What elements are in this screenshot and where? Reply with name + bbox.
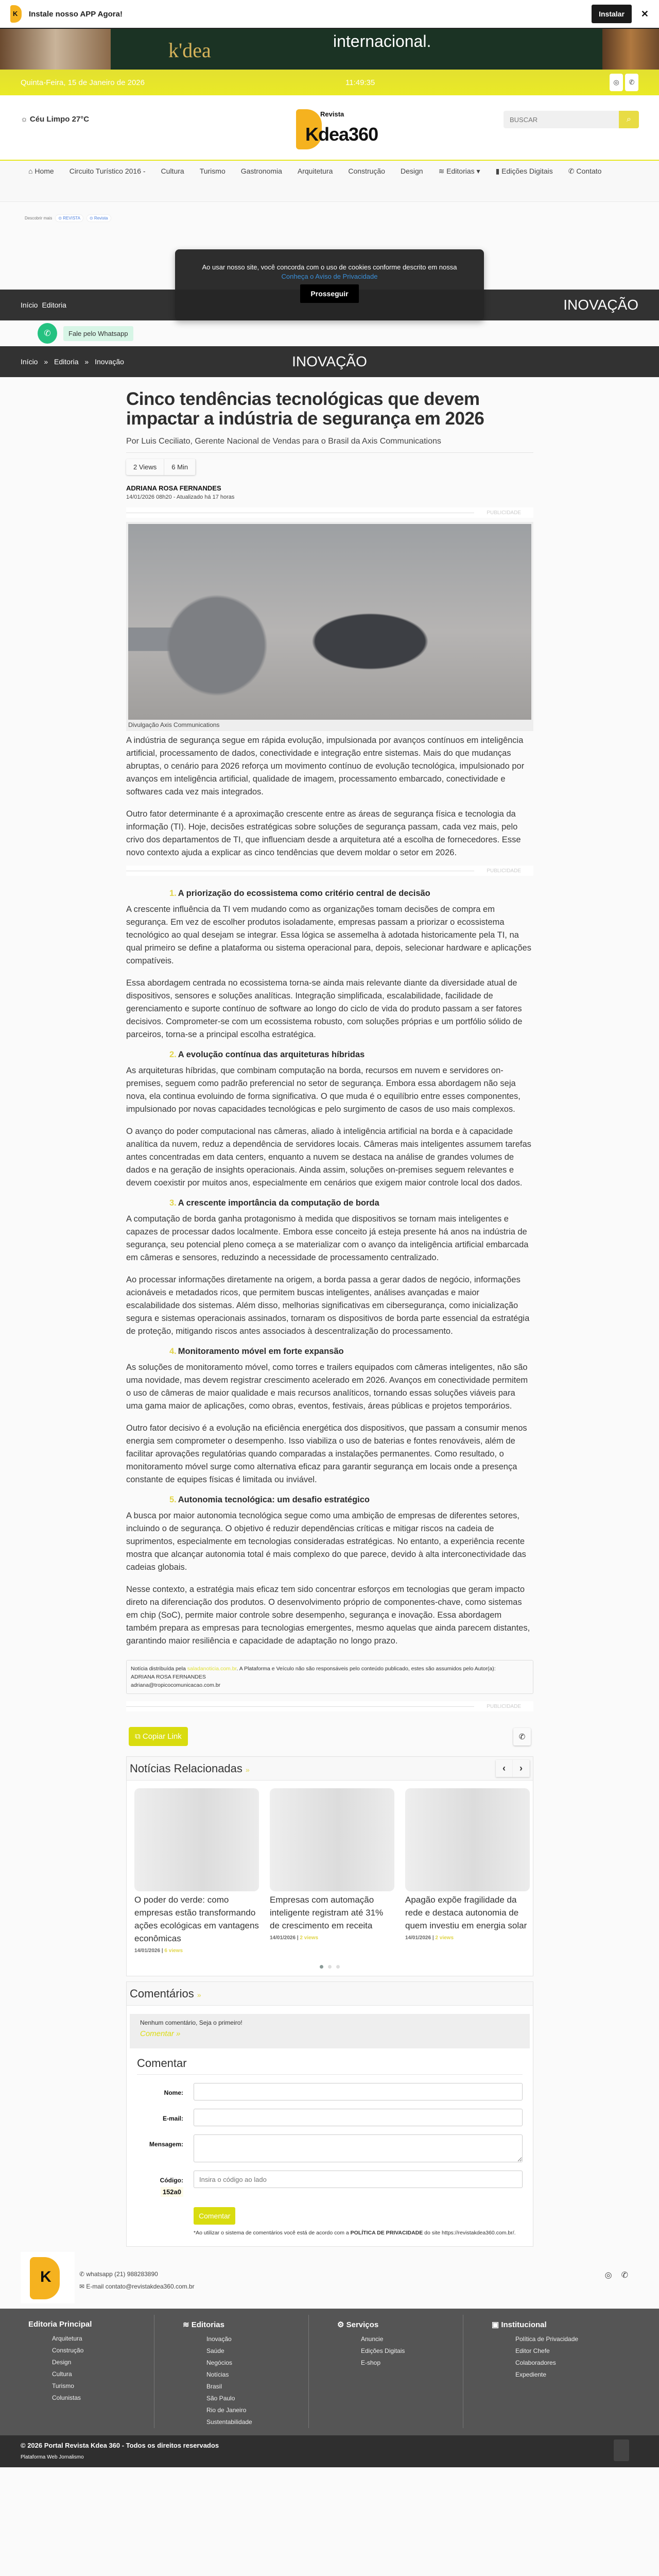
cookie-consent-popup: [175, 249, 484, 320]
ad-label: PUBLICIDADE: [474, 1704, 533, 1709]
subheading-text: A evolução contínua das arquiteturas híbridas: [178, 1050, 365, 1059]
carousel-prev-button[interactable]: ‹: [496, 1760, 513, 1777]
ad-label: PUBLICIDADE: [474, 868, 533, 874]
footer-link[interactable]: Rio de Janeiro: [206, 2406, 247, 2414]
views-count: 2 Views: [126, 459, 164, 475]
logo-name: Kdea360: [305, 124, 378, 145]
nav-item[interactable]: ✆ Contato: [568, 167, 602, 175]
footer-column-title: ▣ Institucional: [492, 2320, 547, 2329]
whatsapp-icon: ✆: [38, 323, 57, 344]
whatsapp-float-label: Fale pelo Whatsapp: [63, 326, 133, 341]
footer-column: [0, 2315, 154, 2428]
footer-whatsapp[interactable]: ✆ whatsapp (21) 988283890: [79, 2270, 158, 2278]
footer-link[interactable]: Design: [52, 2359, 72, 2366]
related-meta: 14/01/2026 | 2 views: [405, 1935, 454, 1941]
footer-link[interactable]: Edições Digitais: [361, 2347, 405, 2354]
message-label: Mensagem:: [149, 2141, 183, 2148]
subheading-number: 1.: [169, 889, 177, 898]
footer-link[interactable]: Colunistas: [52, 2394, 81, 2401]
search-input[interactable]: [504, 111, 619, 128]
related-thumbnail[interactable]: [134, 1788, 259, 1891]
chevron-icon: »: [246, 1765, 250, 1774]
source-suffix: . A Plataforma e Veículo não são responsáveis pelo conteúdo publicado, estes são assumidos pelo Autor(a):: [236, 1666, 496, 1672]
install-button[interactable]: Instalar: [592, 5, 632, 23]
footer-column: [154, 2315, 309, 2428]
name-field[interactable]: [194, 2083, 523, 2100]
weather-widget: ☼ Céu Limpo 27°C: [21, 115, 90, 124]
article-paragraph: Outro fator determinante é a aproximação crescente entre as áreas de segurança física e tecnologia da informação (TI). Hoje, decisões estratégicas sobre soluções de segurança passam, cada vez mais, pelo crivo dos departamentos de TI, que influenciam desde a arquitetura até a escolha de fornecedores. Esse novo contexto ajuda a explicar as cinco tendências que devem moldar o setor em 2026.: [126, 809, 521, 857]
subheading-number: 3.: [169, 1198, 177, 1208]
article-paragraph: Ao processar informações diretamente na origem, a borda passa a gerar dados de negócio, informações acionáveis e metadados ricos, que permitem buscas inteligentes, análises avançadas e maior escalabilidade dos sistemas. Além disso, melhorias significativas em cibersegurança, como inicialização segura e sistemas operacionais assinados, tornaram os dispositivos de borda parte essencial da estratégia de proteção, mitigando riscos antes associados à descentralização do processamento.: [126, 1275, 530, 1336]
related-views: 2 views: [435, 1935, 454, 1941]
carousel-next-button[interactable]: ›: [513, 1760, 530, 1777]
site-logo[interactable]: [296, 109, 384, 150]
install-app-bar: [0, 0, 659, 29]
current-time: 11:49:35: [345, 78, 375, 87]
footer-email[interactable]: ✉ E-mail contato@revistakdea360.com.br: [79, 2283, 195, 2290]
section-title: INOVAÇÃO: [292, 353, 367, 369]
ad-banner[interactable]: [0, 29, 659, 70]
footer-link[interactable]: Arquitetura: [52, 2335, 82, 2342]
related-title-text: Notícias Relacionadas: [130, 1761, 242, 1775]
no-comments-notice: [130, 2014, 530, 2048]
footer-column-title: ⚙ Serviços: [337, 2320, 379, 2329]
article-paragraph: As soluções de monitoramento móvel, como torres e trailers equipados com câmeras inteligentes, não são uma novidade, mas devem registrar crescimento acelerado em 2026. Avanços em conectividade permitem o uso de câmeras de maior qualidade e mais recursos analíticos, tornando essas soluções viáveis para uma gama maior de aplicações, como obras, eventos, festivais, áreas públicas e projetos temporários.: [126, 1363, 528, 1411]
subheading-text: A crescente importância da computação de borda: [178, 1198, 379, 1208]
nav-item[interactable]: Gastronomia: [240, 167, 282, 175]
article-subheading: [126, 1048, 533, 1061]
comment-form: [127, 2048, 533, 2246]
breadcrumb-current[interactable]: Inovação: [95, 358, 124, 366]
comment-link[interactable]: Comentar »: [140, 2029, 181, 2038]
article-title: Cinco tendências tecnológicas que devem impactar a indústria de segurança em 2026: [126, 389, 484, 429]
source-email: adriana@tropicocomunicacao.com.br: [131, 1682, 221, 1688]
close-icon[interactable]: ✕: [640, 8, 649, 19]
ad-label: PUBLICIDADE: [474, 510, 533, 516]
carousel-dot[interactable]: [336, 1965, 340, 1969]
copyright: © 2026 Portal Revista Kdea 360 - Todos os direitos reservados: [21, 2442, 219, 2449]
subheading-text: Monitoramento móvel em forte expansão: [178, 1347, 344, 1356]
terms-suffix: do site https://revistakdea360.com.br/.: [423, 2230, 516, 2236]
article-body: [126, 734, 533, 1648]
carousel-dot[interactable]: [328, 1965, 332, 1969]
related-meta: 14/01/2026 | 2 views: [270, 1935, 319, 1941]
article-subheading: [126, 1494, 533, 1506]
scroll-top-button[interactable]: [614, 2439, 629, 2461]
related-views: 2 views: [300, 1935, 319, 1941]
share-whatsapp-button[interactable]: ✆: [513, 1728, 531, 1745]
article-image[interactable]: [128, 524, 531, 720]
breadcrumb: [21, 358, 128, 366]
related-news: [126, 1756, 533, 1976]
related-title[interactable]: Empresas com automação inteligente registram até 31% de crescimento em receita: [270, 1895, 384, 1930]
message-field[interactable]: [194, 2134, 523, 2162]
ad-photo-right: [602, 29, 659, 70]
footer-logo[interactable]: [21, 2252, 75, 2303]
subheading-text: A priorização do ecossistema como critério central de decisão: [178, 889, 430, 898]
source-author: ADRIANA ROSA FERNANDES: [131, 1674, 206, 1680]
instagram-icon[interactable]: ◎: [610, 74, 623, 91]
whatsapp-icon[interactable]: ✆: [625, 74, 638, 91]
article-subheading: [126, 1197, 533, 1210]
footer-link[interactable]: Editor Chefe: [515, 2347, 550, 2354]
related-card[interactable]: [405, 1788, 530, 1954]
footer-link[interactable]: Política de Privacidade: [515, 2335, 579, 2343]
ad-separator: [126, 507, 533, 518]
captcha-code: 152a0: [161, 2187, 183, 2197]
copy-link-button[interactable]: ⧉ Copiar Link: [129, 1727, 188, 1746]
carousel-dots: [127, 1954, 533, 1976]
search-button[interactable]: ⌕: [619, 111, 639, 128]
nav-item[interactable]: Turismo: [199, 167, 226, 175]
footer-link[interactable]: Negócios: [206, 2359, 233, 2366]
nav-item[interactable]: Circuito Turístico 2016 -: [69, 167, 146, 175]
ad-separator: [126, 866, 533, 876]
ad-brand: k'dea: [168, 39, 211, 62]
article-paragraph: Nesse contexto, a estratégia mais eficaz tem sido concentrar esforços em tecnologias que geram impacto direto na diferenciação dos produtos. O desenvolvimento próprio de componentes-chave, como sistemas em chip (SoC), permite maior controle sobre desempenho, segurança e inovação. Essa abordagem também prepara as empresas para tecnologias emergentes, mesmo aquelas que ainda parecem distantes, garantindo maior resiliência e capacidade de adaptação no longo prazo.: [126, 1585, 530, 1646]
site-header: [0, 95, 659, 160]
no-comments-text: Nenhum comentário, Seja o primeiro!: [140, 2019, 242, 2026]
breadcrumb-editoria[interactable]: Editoria: [42, 301, 66, 309]
ad-headline: internacional.: [333, 32, 431, 50]
email-label: E-mail:: [162, 2115, 183, 2122]
footer-link[interactable]: Notícias: [206, 2371, 229, 2378]
discover-label: Descobrir mais: [25, 216, 53, 221]
section-title: INOVAÇÃO: [563, 297, 638, 313]
carousel-dot[interactable]: [320, 1965, 323, 1969]
install-text: Instale nosso APP Agora!: [29, 9, 123, 19]
subheading-number: 5.: [169, 1495, 177, 1504]
comment-form-title: Comentar: [137, 2057, 523, 2075]
footer-column: [309, 2315, 463, 2428]
related-card[interactable]: [134, 1788, 259, 1954]
article-paragraph: O avanço do poder computacional nas câmeras, aliado à inteligência artificial na borda e à capacidade analítica da nuvem, reduz a dependência de servidores locais. Câmeras mais inteligentes assumem tarefas antes concentradas em data centers, enquanto a nuvem se destaca na análise de grandes volumes de dados e na geração de insights operacionais. Ainda assim, soluções on-premises seguem relevantes e devem coexistir por muitos anos, especialmente em cenários que exigem maior controle local dos dados.: [126, 1127, 531, 1188]
comments-section: [126, 1981, 533, 2247]
breadcrumb-home[interactable]: Início: [21, 358, 38, 366]
article: [126, 377, 533, 2247]
article-stats: [126, 459, 196, 475]
subheading-number: 4.: [169, 1347, 177, 1356]
article-paragraph: A computação de borda ganha protagonismo à medida que dispositivos se tornam mais inteligentes e capazes de processar dados localmente. Embora esse conceito já esteja presente há anos na indústria de segurança, seu potencial pleno começa a se materializar com o avanço da inteligência artificial embarcada em câmeras e sensores, reduzindo a necessidade de processamento centralizado.: [126, 1214, 529, 1262]
submit-comment-button[interactable]: Comentar: [194, 2207, 235, 2225]
captcha-field[interactable]: [194, 2171, 523, 2188]
footer-link[interactable]: E-shop: [361, 2359, 381, 2366]
article-subheading: [126, 887, 533, 900]
app-logo-icon: [10, 5, 22, 23]
breadcrumb-separator: »: [84, 358, 89, 366]
whatsapp-icon[interactable]: ✆: [621, 2271, 628, 2280]
read-time: 6 Min: [164, 459, 196, 475]
related-views: 6 views: [164, 1948, 183, 1954]
name-label: Nome:: [164, 2089, 183, 2096]
footer: [0, 2252, 659, 2467]
source-link[interactable]: saladanoticia.com.br: [187, 1666, 237, 1672]
footer-link[interactable]: São Paulo: [206, 2395, 235, 2402]
image-caption: Divulgação Axis Communications: [128, 721, 220, 728]
article-paragraph: Outro fator decisivo é a evolução na eficiência energética dos dispositivos, que passam a consumir menos energia sem comprometer o desempenho. Isso viabiliza o uso de baterias e fontes renováveis, além de facilitar aprovações regulatórias quando comparadas a instalações permanentes. Como resultado, o monitoramento móvel surge como alternativa eficaz para garantir segurança em locais onde a presença constante de equipes físicas é limitada ou inviável.: [126, 1423, 527, 1484]
main-nav: [0, 160, 659, 202]
logo-top-text: Revista: [320, 110, 344, 118]
privacy-policy-link[interactable]: POLÍTICA DE PRIVACIDADE: [350, 2230, 423, 2236]
footer-column-title: ≋ Editorias: [183, 2320, 224, 2329]
breadcrumb-bar: [0, 346, 659, 377]
subheading-text: Autonomia tecnológica: um desafio estratégico: [178, 1495, 370, 1504]
related-title: [130, 1762, 250, 1775]
footer-link[interactable]: Sustentabilidade: [206, 2418, 252, 2426]
footer-link[interactable]: Colaboradores: [515, 2359, 556, 2366]
footer-link[interactable]: Brasil: [206, 2383, 222, 2390]
article-paragraph: A indústria de segurança segue em rápida evolução, impulsionada por avanços contínuos em inteligência artificial, processamento de dados, conectividade e integração entre sistemas. Mais do que mudanças abruptas, o cenário para 2026 reforça um movimento contínuo de evolução tecnológica, impulsionado por avanços em inteligência artificial, qualidade de imagem, processamento embarcado, conectividade e softwares cada vez mais integrados.: [126, 736, 525, 796]
footer-link[interactable]: Construção: [52, 2347, 84, 2354]
article-figure: [126, 522, 533, 731]
article-paragraph: A crescente influência da TI vem mudando como as organizações tomam decisões de compra em segurança. Em vez de escolher produtos isoladamente, empresas passam a priorizar o ecossistema tecnológico ao qual desejam se integrar. Essa lógica se assemelha à adotada historicamente pela TI, na qual primeiro se define a plataforma ou sistema operacional para, depois, selecionar hardware e aplicações compatíveis.: [126, 905, 531, 965]
share-bar: [129, 1727, 531, 1746]
article-author: ADRIANA ROSA FERNANDES: [126, 484, 221, 492]
instagram-icon[interactable]: ◎: [604, 2271, 612, 2280]
discover-chip[interactable]: ⊙ Revista: [86, 214, 111, 222]
discover-chip[interactable]: ⊙ REVISTA: [55, 214, 83, 222]
ad-photo-left: [0, 29, 111, 70]
footer-link[interactable]: Saúde: [206, 2347, 224, 2354]
related-card[interactable]: [270, 1788, 394, 1954]
breadcrumb-editoria[interactable]: Editoria: [54, 358, 79, 366]
footer-link[interactable]: Expediente: [515, 2371, 547, 2378]
platform-credit[interactable]: Plataforma Web Jornalismo: [21, 2454, 84, 2460]
subheading-number: 2.: [169, 1050, 177, 1059]
nav-item[interactable]: Arquitetura: [297, 167, 333, 175]
code-label: Código:: [160, 2177, 183, 2184]
related-date: 14/01/2026: [134, 1948, 161, 1954]
comment-terms: [194, 2228, 523, 2238]
search-form: [504, 111, 639, 128]
nav-item[interactable]: Construção: [348, 167, 385, 175]
footer-link[interactable]: Turismo: [52, 2382, 74, 2389]
footer-column-title: Editoria Principal: [28, 2320, 92, 2329]
article-paragraph: Essa abordagem centrada no ecossistema torna-se ainda mais relevante diante da diversidade atual de dispositivos, sensores e soluções analíticas. Integração simplificada, escalabilidade, facilidade de gerenciamento e suporte contínuo de software ao longo do ciclo de vida do produto passam a ser fatores decisivos. Comprometer-se com um ecossistema robusto, com soluções próprias e um portfólio sólido de parceiros, torna-se a principal escolha estratégica.: [126, 978, 523, 1039]
footer-link[interactable]: Inovação: [206, 2335, 232, 2343]
comments-title: Comentários: [130, 1987, 194, 2000]
article-paragraph: A busca por maior autonomia tecnológica segue como uma ambição de empresas de diferentes setores, incluindo o de segurança. O objetivo é reduzir dependências críticas e mitigar riscos na cadeia de suprimentos, especialmente em tecnologias consideradas estratégicas. No entanto, a experiência recente mostra que alcançar autonomia total é mais complexo do que parece, devido à alta interconectividade das cadeias globais.: [126, 1511, 526, 1572]
related-title[interactable]: Apagão expõe fragilidade da rede e destaca autonomia de quem investiu em energia solar: [405, 1895, 527, 1930]
source-notice: [126, 1660, 533, 1694]
source-prefix: Notícia distribuída pela: [131, 1666, 187, 1672]
breadcrumb-home[interactable]: Início: [21, 301, 38, 309]
related-title[interactable]: O poder do verde: como empresas estão transformando ações ecológicas em vantagens econômicas: [134, 1895, 259, 1943]
related-date: 14/01/2026: [270, 1935, 296, 1941]
chevron-icon: »: [197, 1990, 201, 1999]
footer-link[interactable]: Cultura: [52, 2370, 72, 2378]
nav-item[interactable]: ▮ Edições Digitais: [495, 167, 553, 175]
article-date: 14/01/2026 08h20 - Atualizado há 17 horas: [126, 494, 235, 500]
privacy-link[interactable]: Conheça o Aviso de Privacidade: [281, 273, 378, 280]
top-info-bar: [0, 70, 659, 95]
accept-cookies-button[interactable]: Prosseguir: [300, 284, 358, 303]
nav-item[interactable]: Cultura: [161, 167, 184, 175]
terms-prefix: *Ao utilizar o sistema de comentários você está de acordo com a: [194, 2230, 351, 2236]
footer-link[interactable]: Anuncie: [361, 2335, 384, 2343]
whatsapp-float-button[interactable]: [38, 323, 133, 344]
email-field[interactable]: [194, 2109, 523, 2126]
article-paragraph: As arquiteturas híbridas, que combinam computação na borda, recursos em nuvem e servidores on-premises, seguem como padrão preferencial no setor de segurança. Embora essa abordagem não seja nova, ela continua evoluindo de forma significativa. O que muda é o equilíbrio entre esses componentes, impulsionado por novas capacidades tecnológicas e pelo surgimento de casos de uso mais complexos.: [126, 1066, 521, 1114]
cookie-text: Ao usar nosso site, você concorda com o uso de cookies conforme descrito em nossa: [202, 263, 457, 271]
article-subheading: [126, 1345, 533, 1358]
related-thumbnail[interactable]: [405, 1788, 530, 1891]
weather-text: Céu Limpo 27°C: [29, 115, 90, 124]
nav-item[interactable]: Design: [400, 167, 423, 175]
related-meta: 14/01/2026 | 6 views: [134, 1948, 183, 1954]
ad-separator: [126, 1701, 533, 1711]
current-date: Quinta-Feira, 15 de Janeiro de 2026: [21, 78, 145, 87]
breadcrumb-separator: »: [44, 358, 48, 366]
footer-column: [463, 2315, 618, 2428]
article-subtitle: Por Luis Ceciliato, Gerente Nacional de Vendas para o Brasil da Axis Communications: [126, 437, 533, 453]
related-date: 14/01/2026: [405, 1935, 431, 1941]
related-thumbnail[interactable]: [270, 1788, 394, 1891]
nav-item[interactable]: ⌂ Home: [28, 167, 54, 175]
nav-item[interactable]: ≋ Editorias ▾: [438, 167, 480, 175]
